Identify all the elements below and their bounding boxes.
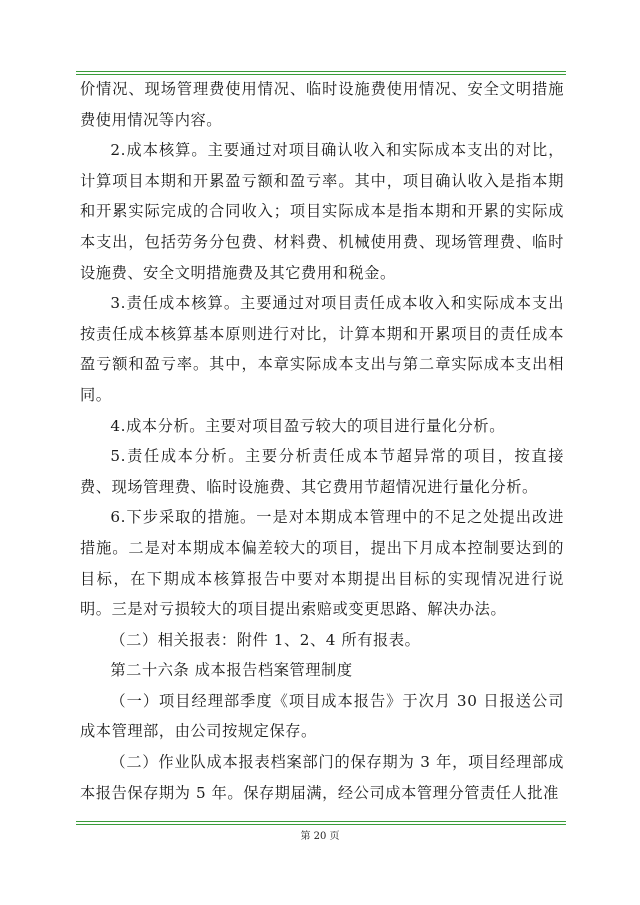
document-body [80, 74, 564, 808]
paragraph-responsibility-cost-accounting: 3.责任成本核算。主要通过对项目责任成本收入和实际成本支出按责任成本核算基本原则进行对比，计算本期和开累项目的责任成本盈亏额和盈亏率。其中，本章实际成本支出与第二章实际成本支出相同。 [80, 294, 564, 404]
paragraph-responsibility-cost-analysis: 5.责任成本分析。主要分析责任成本节超异常的项目，按直接费、现场管理费、临时设施费、其它费用节超情况进行量化分析。 [80, 447, 564, 496]
footer-rule [76, 821, 566, 825]
page-number: 第 20 页 [300, 831, 340, 842]
paragraph-continuation: 价情况、现场管理费使用情况、临时设施费使用情况、安全文明措施费使用情况等内容。 [80, 80, 564, 129]
paragraph-cost-accounting: 2.成本核算。主要通过对项目确认收入和实际成本支出的对比，计算项目本期和开累盈亏额和盈亏率。其中，项目确认收入是指本期和开累实际完成的合同收入；项目实际成本是指本期和开累的实际成本支出，包括劳务分包费、材料费、机械使用费、现场管理费、临时设施费、安全文明措施费及其它费用和税金。 [80, 141, 564, 282]
paragraph-quarterly-report: （一）项目经理部季度《项目成本报告》于次月 30 日报送公司成本管理部，由公司按规定保存。 [80, 691, 564, 741]
paragraph-related-reports: （二）相关报表：附件 1、2、4 所有报表。 [110, 630, 421, 649]
paragraph-next-steps: 6.下步采取的措施。一是对本期成本管理中的不足之处提出改进措施。二是对本期成本偏差较大的项目，提出下月成本控制要达到的目标，在下期成本核算报告中要对本期提出目标的实现情况进行说明。三是对亏损较大的项目提出索赔或变更思路、解决办法。 [80, 508, 564, 619]
paragraph-retention-period: （二）作业队成本报表档案部门的保存期为 3 年，项目经理部成本报告保存期为 5 年。保存期届满，经公司成本管理分管责任人批准 [80, 753, 564, 802]
paragraph-cost-analysis: 4.成本分析。主要对项目盈亏较大的项目进行量化分析。 [110, 416, 505, 435]
article-26-heading: 第二十六条 成本报告档案管理制度 [110, 661, 353, 680]
